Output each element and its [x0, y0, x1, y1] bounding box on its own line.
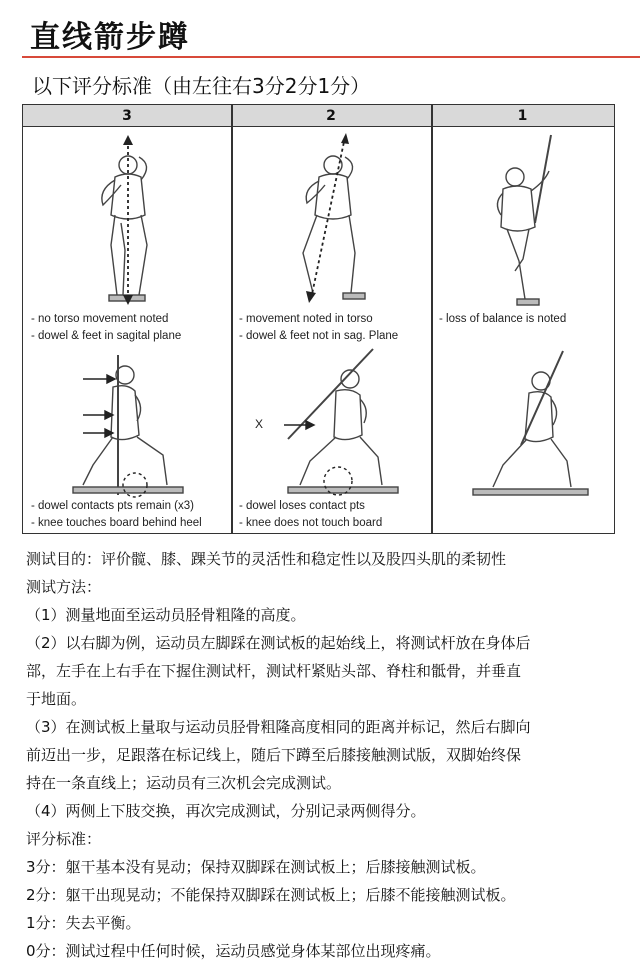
- method-step-3-line2: 前迈出一步，足跟落在标记线上，随后下蹲至后膝接触测试版，双脚始终保: [26, 746, 522, 764]
- caption-c2-top-2: - dowel & feet not in sag. Plane: [239, 330, 399, 342]
- column-divider: [431, 105, 433, 533]
- title-divider: [22, 56, 640, 58]
- header-score-1: 1: [431, 105, 614, 127]
- caption-c1-top-1: - loss of balance is noted: [439, 313, 567, 325]
- caption-c3-bot-1: - dowel contacts pts remain (x3): [31, 500, 194, 512]
- method-step-2-line1: （2）以右脚为例，运动员左脚踩在测试板的起始线上，将测试杆放在身体后: [26, 634, 531, 652]
- scoring-criteria-heading: 评分标准：: [26, 830, 102, 848]
- caption-c2-top-1: - movement noted in torso: [239, 313, 373, 325]
- figure-score1-side: [453, 341, 603, 501]
- score-0-description: 0分：测试过程中任何时候，运动员感觉身体某部位出现疼痛。: [26, 942, 441, 960]
- figure-score3-side: [63, 345, 193, 505]
- caption-c3-top-2: - dowel & feet in sagital plane: [31, 330, 182, 342]
- header-score-3: 3: [23, 105, 231, 127]
- test-purpose: 测试目的：评价髋、膝、踝关节的灵活性和稳定性以及股四头肌的柔韧性: [26, 550, 507, 568]
- score-2-description: 2分：躯干出现晃动；不能保持双脚踩在测试板上；后膝不能接触测试板。: [26, 886, 516, 904]
- caption-c2-bot-2: - knee does not touch board: [239, 517, 383, 529]
- method-step-4: （4）两侧上下肢交换，再次完成测试，分别记录两侧得分。: [26, 802, 426, 820]
- x-mark: X: [255, 417, 264, 431]
- caption-c3-bot-2: - knee touches board behind heel: [31, 517, 202, 529]
- score-3-description: 3分：躯干基本没有晃动；保持双脚踩在测试板上；后膝接触测试板。: [26, 858, 486, 876]
- scoring-figure-table: [22, 104, 615, 534]
- method-step-3-line3: 持在一条直线上；运动员有三次机会完成测试。: [26, 774, 342, 792]
- method-step-3-line1: （3）在测试板上量取与运动员胫骨粗隆高度相同的距离并标记，然后右脚向: [26, 718, 531, 736]
- method-step-2-line3: 于地面。: [26, 690, 87, 708]
- method-step-2-line2: 部，左手在上右手在下握住测试杆，测试杆紧贴头部、脊柱和骶骨，并垂直: [26, 662, 522, 680]
- score-1-description: 1分：失去平衡。: [26, 914, 141, 932]
- figure-score1-front: [473, 131, 573, 316]
- subtitle: 以下评分标准（由左往右3分2分1分）: [32, 74, 371, 98]
- method-step-1: （1）测量地面至运动员胫骨粗隆的高度。: [26, 606, 306, 624]
- caption-c2-bot-1: - dowel loses contact pts: [239, 500, 365, 512]
- caption-c3-top-1: - no torso movement noted: [31, 313, 169, 325]
- test-method-heading: 测试方法：: [26, 578, 102, 596]
- figure-score2-front: [273, 133, 393, 313]
- column-divider: [231, 105, 233, 533]
- figure-score2-side: [248, 343, 418, 503]
- header-score-2: 2: [231, 105, 431, 127]
- page-title: 直线箭步蹲: [30, 20, 190, 55]
- figure-score3-front: [73, 135, 183, 315]
